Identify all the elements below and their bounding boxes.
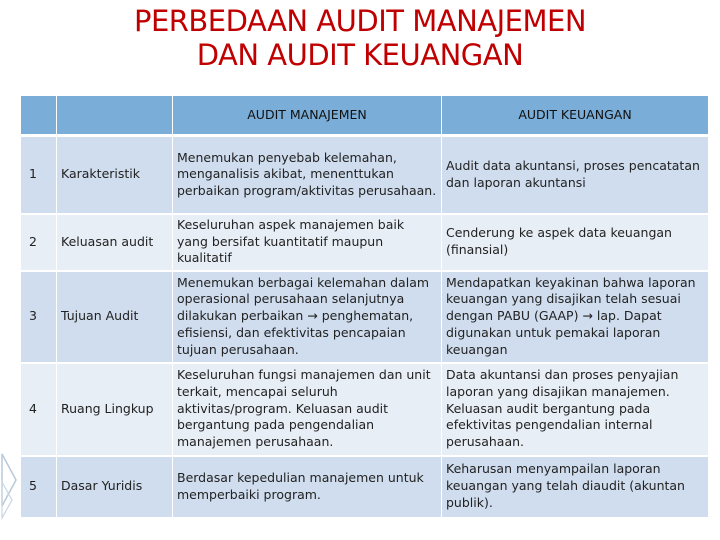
row-audit-manajemen: Menemukan berbagai kelemahan dalam operasional perusahaan selanjutnya dilakukan perbaikan → penghematan, efisiensi, dan efektivitas pencapaian tujuan perusahaan.	[173, 271, 442, 363]
row-audit-manajemen: Menemukan penyebab kelemahan, menganalisis akibat, menenttukan perbaikan program/aktivitas perusahaan.	[173, 136, 442, 214]
row-audit-manajemen: Keseluruhan aspek manajemen baik yang bersifat kuantitatif maupun kualitatif	[173, 214, 442, 271]
header-aspect	[57, 96, 173, 136]
row-number: 2	[21, 214, 57, 271]
row-audit-keuangan: Mendapatkan keyakinan bahwa laporan keuangan yang disajikan telah sesuai dengan PABU (GAAP) → lap. Dapat digunakan untuk pemakai laporan keuangan	[442, 271, 709, 363]
row-number: 4	[21, 363, 57, 456]
row-number: 5	[21, 456, 57, 518]
page-title-line-1: PERBEDAAN AUDIT MANAJEMEN	[133, 4, 587, 38]
header-audit-keuangan: AUDIT KEUANGAN	[442, 96, 709, 136]
table-row	[21, 456, 709, 518]
row-audit-keuangan: Audit data akuntansi, proses pencatatan dan laporan akuntansi	[442, 136, 709, 214]
row-aspect: Ruang Lingkup	[57, 363, 173, 456]
row-audit-keuangan: Keharusan menyampailan laporan keuangan yang telah diaudit (akuntan publik).	[442, 456, 709, 518]
header-no	[21, 96, 57, 136]
row-aspect: Karakteristik	[57, 136, 173, 214]
header-audit-manajemen: AUDIT MANAJEMEN	[173, 96, 442, 136]
table-row	[21, 136, 709, 214]
page-title-line-2: DAN AUDIT KEUANGAN	[196, 38, 524, 72]
corner-triangle-decoration	[0, 452, 20, 530]
row-audit-manajemen: Keseluruhan fungsi manajemen dan unit terkait, mencapai seluruh aktivitas/program. Keluasan audit bergantung pada pengendalian manajemen perusahaan.	[173, 363, 442, 456]
row-aspect: Tujuan Audit	[57, 271, 173, 363]
row-aspect: Keluasan audit	[57, 214, 173, 271]
comparison-table	[20, 96, 709, 519]
row-aspect: Dasar Yuridis	[57, 456, 173, 518]
row-audit-keuangan: Cenderung ke aspek data keuangan (finansial)	[442, 214, 709, 271]
row-audit-keuangan: Data akuntansi dan proses penyajian laporan yang disajikan manajemen. Keluasan audit bergantung pada efektivitas pengendalian internal perusahaan.	[442, 363, 709, 456]
table-row	[21, 214, 709, 271]
page-title	[0, 4, 720, 72]
row-number: 3	[21, 271, 57, 363]
row-number: 1	[21, 136, 57, 214]
table-row	[21, 271, 709, 363]
table-header-row	[21, 96, 709, 136]
table-row	[21, 363, 709, 456]
row-audit-manajemen: Berdasar kepedulian manajemen untuk memperbaiki program.	[173, 456, 442, 518]
